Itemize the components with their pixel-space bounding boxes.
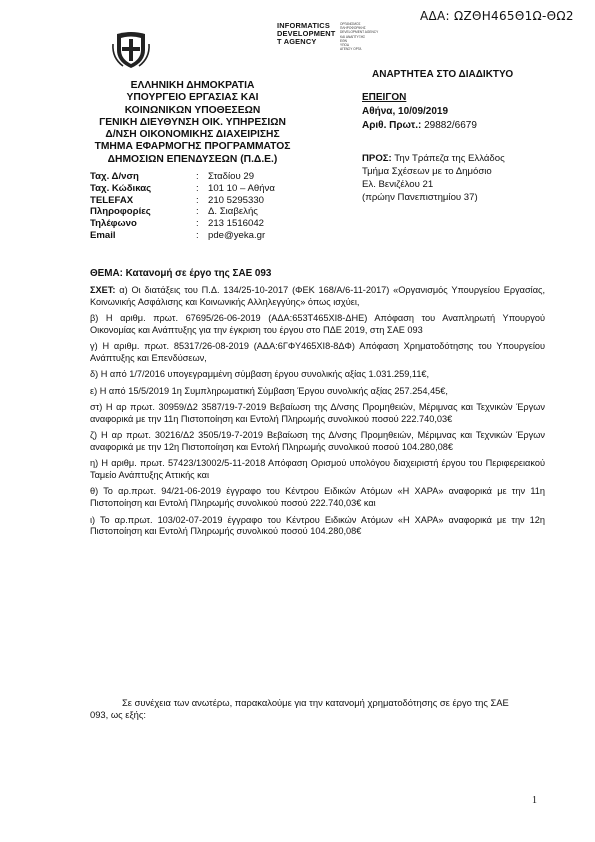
urgent-label: ΕΠΕΙΓΟΝ: [362, 92, 407, 103]
contact-row: Τηλέφωνο : 213 1516042: [90, 218, 265, 230]
reference-item: η) Η αριθμ. πρωτ. 57423/13002/5-11-2018 Απόφαση Ορισμού υπολόγου διαχειριστή έργου του Περιφερειακού Ταμείο Ανάπτυξης Αττικής και: [90, 458, 545, 480]
contact-details: [90, 171, 275, 242]
page-number: 1: [532, 795, 537, 806]
document-date: Αθήνα, 10/09/2019: [362, 106, 449, 117]
org-line: ΔΗΜΟΣΙΩΝ ΕΠΕΝΔΥΣΕΩΝ (Π.Δ.Ε.): [107, 153, 278, 165]
greek-emblem-icon: [111, 30, 151, 70]
recipient-label: ΠΡΟΣ:: [362, 153, 392, 164]
org-line: ΥΠΟΥΡΓΕΙΟ ΕΡΓΑΣΙΑΣ ΚΑΙ: [126, 92, 259, 104]
protocol-number: Αριθ. Πρωτ.: 29882/6679: [362, 120, 477, 131]
publish-notice: ΑΝΑΡΤΗΤΕΑ ΣΤΟ ΔΙΑΔΙΚΤΥΟ: [372, 69, 514, 80]
issuing-authority-block: [90, 80, 295, 166]
contact-row: Ταχ. Κώδικας : 101 10 – Αθήνα: [90, 182, 275, 194]
references-list: [90, 285, 545, 543]
reference-item: β) Η αριθμ. πρωτ. 67695/26-06-2019 (ΑΔΑ:653Τ465ΧΙ8-ΔΗΕ) Απόφαση του Αναπληρωτή Υπουργού Οικονομίας και Ανάπτυξης για την έγκριση του έργου στο ΠΔΕ 2019, στη ΣΑΕ 093: [90, 313, 545, 335]
agency-logo-text: INFORMATICS DEVELOPMENT T AGENCY: [277, 21, 336, 47]
contact-row: Email : pde@yeka.gr: [90, 229, 266, 241]
reference-item: θ) Το αρ.πρωτ. 94/21-06-2019 έγγραφο του Κέντρου Ειδικών Ατόμων «Η ΧΑΡΑ» αναφορικά με την 11η Πιστοποίηση και Εντολή Πληρωμής συνολικού ποσού 222.740,03€ και: [90, 486, 545, 509]
ada-code: ΑΔΑ: ΩΖΘΗ465Θ1Ω-ΘΩ2: [420, 9, 574, 23]
reference-item: ε) Η από 15/5/2019 1η Συμπληρωματική Σύμβαση Έργου συνολικής αξίας 257.254,45€,: [90, 385, 448, 396]
contact-row: TELEFAX : 210 5295330: [90, 194, 265, 206]
reference-item: ζ) Η αρ πρωτ. 30216/Δ2 3505/19-7-2019 Βεβαίωση της Δ/νσης Προμηθειών, Μέριμνας και Τεχνικών Έργων αναφορικά με την 12η Πιστοποίηση και Εντολή Πληρωμής συνολικού ποσού 104.280,08€: [90, 430, 545, 452]
contact-row: Πληροφορίες : Δ. Σιαβελής: [90, 206, 258, 218]
org-line: Δ/ΝΣΗ ΟΙΚΟΝΟΜΙΚΗΣ ΔΙΑΧΕΙΡΙΣΗΣ: [105, 129, 280, 141]
org-line: ΤΜΗΜΑ ΕΦΑΡΜΟΓΗΣ ΠΡΟΓΡΑΜΜΑΤΟΣ: [94, 141, 291, 153]
agency-logo-subtext: ΟΡΓΑΝΙΣΜΟΣ ΠΛΗΡΟΦΟΡΙΚΗΣ DEVELOPMENT AGENCY ΚΑΙ ΑΝΑΠΤΥΞΗΣ ΕΘΝ ΥΠΟΔ ΑΓΕΝΣΥ ΟΡΓΑ: [340, 22, 379, 52]
reference-item: στ) Η αρ πρωτ. 30959/Δ2 3587/19-7-2019 Βεβαίωση της Δ/νσης Προμηθειών, Μέριμνας και Τεχνικών Έργων αναφορικά με την 11η Πιστοποίηση και Εντολή Πληρωμής συνολικού ποσού 222.740,03€: [90, 402, 545, 424]
org-line: ΚΟΙΝΩΝΙΚΩΝ ΥΠΟΘΕΣΕΩΝ: [124, 104, 261, 116]
reference-item: δ) Η από 1/7/2016 υπογεγραμμένη σύμβαση έργου συνολικής αξίας 1.031.259,11€,: [90, 369, 430, 380]
closing-paragraph: Σε συνέχεια των ανωτέρω, παρακαλούμε για την κατανομή χρηματοδότησης σε έργο της ΣΑΕ 093, ως εξής:: [90, 697, 509, 720]
subject-line: ΘΕΜΑ: Κατανομή σε έργο της ΣΑΕ 093: [90, 268, 272, 279]
reference-item: ι) Το αρ.πρωτ. 103/02-07-2019 έγγραφο του Κέντρου Ειδικών Ατόμων «Η ΧΑΡΑ» αναφορικά με την 12η Πιστοποίηση και Εντολή Πληρωμής συνολικού ποσού 104.280,08€: [90, 514, 545, 537]
recipient-block: ΠΡΟΣ: Την Τράπεζα της Ελλάδος Τμήμα Σχέσεων με το Δημόσιο Ελ. Βενιζέλου 21 (πρώην Πανεπιστημίου 37): [362, 153, 505, 203]
reference-item: ΣΧΕΤ: α) Οι διατάξεις του Π.Δ. 134/25-10-2017 (ΦΕΚ 168/Α/6-11-2017) «Οργανισμός Υπουργείου Εργασίας, Κοινωνικής Ασφάλισης και Κοινωνικής Αλληλεγγύης» όπως ισχύει,: [90, 285, 545, 307]
reference-item: γ) Η αριθμ. πρωτ. 85317/26-08-2019 (ΑΔΑ:6ΓΦΥ465ΧΙ8-8ΔΦ) Απόφαση Χρηματοδότησης του Υπουργείου Ανάπτυξης και Επενδύσεων,: [90, 341, 545, 363]
contact-row: Ταχ. Δ/νση : Σταδίου 29: [90, 171, 255, 182]
org-line: ΕΛΛΗΝΙΚΗ ΔΗΜΟΚΡΑΤΙΑ: [130, 80, 255, 91]
org-line: ΓΕΝΙΚΗ ΔΙΕΥΘΥΝΣΗ ΟΙΚ. ΥΠΗΡΕΣΙΩΝ: [99, 116, 286, 128]
